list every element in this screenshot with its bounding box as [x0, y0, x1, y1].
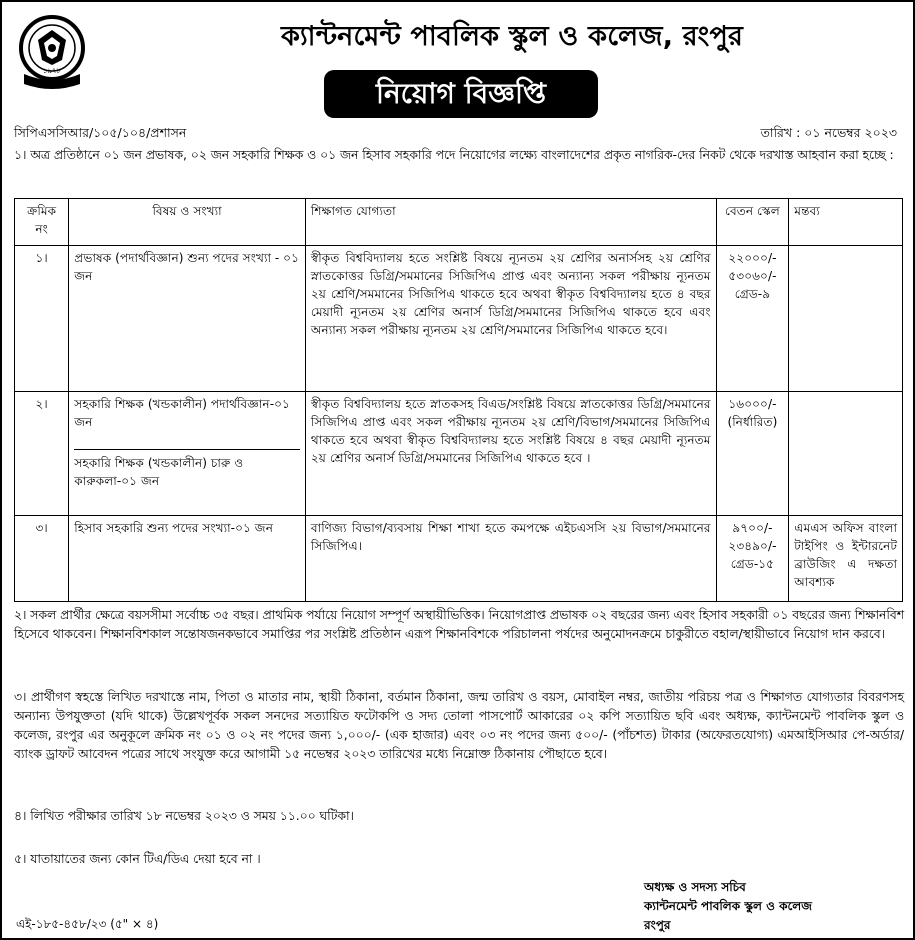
school-name-heading: ক্যান্টনমেন্ট পাবলিক স্কুল ও কলেজ, রংপুর	[280, 21, 744, 52]
footer-reference: এই-১৮৫-৪৫৮/২৩ (৫" × ৪)	[16, 917, 159, 931]
row-subject-group	[69, 392, 306, 516]
row-remarks	[789, 246, 903, 392]
row-subject-second: সহকারি শিক্ষক (খন্ডকালীন) চারু ও কারুকলা-০১ জন	[74, 456, 244, 488]
posts-table	[14, 198, 903, 602]
row-subject-first: সহকারি শিক্ষক (খন্ডকালীন) পদার্থবিজ্ঞান-০১ জন	[74, 395, 300, 450]
row-serial: ১।	[15, 246, 69, 392]
table-header-row	[15, 199, 903, 246]
paragraph-5: ৫। যাতায়াতের জন্য কোন টিএ/ডিএ দেয়া হবে না ।	[14, 852, 261, 866]
col-header-remarks: মন্তব্য	[789, 199, 903, 246]
row-subject: হিসাব সহকারি শুন্য পদের সংখ্যা-০১ জন	[69, 516, 306, 602]
paragraph-3: ৩। প্রার্থীগণ স্বহস্তে লিখিত দরখাস্তে নাম, পিতা ও মাতার নাম, স্থায়ী ঠিকানা, বর্তমান ঠিকানা, জন্ম তারিখ ও বয়স, মোবাইল নম্বর, জাতীয় পরিচয় পত্র ও শিক্ষাগত যোগ্যতার বিবরণসহ অন্যান্য উপযুক্ততা (যদি থাকে) উল্লেখপূর্বক সকল সনদের সত্যায়িত ফটোকপি ও সদ্য তোলা পাসপোর্ট আকারের ০২ কপি সত্যায়িত ছবি এবং অধ্যক্ষ, ক্যান্টনমেন্ট পাবলিক স্কুল ও কলেজ, রংপুর এর অনুকূলে ক্রমিক নং ০১ ও ০২ নং পদের জন্য ১,০০০/- (এক হাজার) এবং ০৩ নং পদের জন্য ৫০০/- (পাঁচশত) টাকার (অফেরতযোগ্য) এমআইসিআর পে-অর্ডার/ব্যাংক ড্রাফট আবেদন পত্রের সাথে সংযুক্ত করে আগামী ১৫ নভেম্বর ২০২৩ তারিখের মধ্যে নিম্নোক্ত ঠিকানায় পৌছাতে হবে।	[14, 690, 904, 761]
notice-title-banner: নিয়োগ বিজ্ঞপ্তি	[324, 70, 598, 118]
row-subject: প্রভাষক (পদার্থবিজ্ঞান) শুন্য পদের সংখ্যা - ০১ জন	[69, 246, 306, 392]
col-header-serial: ক্রমিক নং	[15, 199, 69, 246]
row-pay-scale: ১৬০০০/- (নির্ধারিত)	[716, 392, 789, 516]
logo-year: ১৯৭৮	[42, 67, 62, 75]
row-remarks	[789, 392, 903, 516]
school-crest-logo	[10, 10, 94, 94]
table-row	[15, 246, 903, 392]
paragraph-4: ৪। লিখিত পরীক্ষার তারিখ ১৮ নভেম্বর ২০২৩ ও সময় ১১.০০ ঘটিকা।	[14, 809, 354, 823]
table-row	[15, 516, 903, 602]
paragraph-2: ২। সকল প্রার্থীর ক্ষেত্রে বয়সসীমা সর্বোচ্চ ৩৫ বছর। প্রাথমিক পর্যায়ে নিয়োগ সম্পূর্ণ অস্থায়ীভিত্তিক। নিয়োগপ্রাপ্ত প্রভাষক ০২ বছরের জন্য এবং হিসাব সহকারী ০১ বছরের জন্য শিক্ষানবিশ হিসেবে থাকবেন। শিক্ষানবিশকাল সন্তোষজনকভাবে সমাপ্তির পর সংশ্লিষ্ট প্রতিষ্ঠান এরূপ শিক্ষানবিশকে পরিচালনা পর্ষদের অনুমোদনক্রমে চাকুরীতে বহাল/স্থায়ীভাবে নিয়োগ দান করবে।	[14, 608, 904, 641]
signature-block	[644, 878, 812, 935]
signature-title: অধ্যক্ষ ও সদস্য সচিব	[644, 880, 746, 894]
signature-city: রংপুর	[644, 918, 671, 932]
row-qualification: স্বীকৃত বিশ্ববিদ্যালয় হতে স্নাতকসহ বিএড/সংশ্লিষ্ট বিষয়ে স্নাতকোত্তর ডিগ্রি/সমমানের সিজিপিএ প্রাপ্ত এবং সকল পরীক্ষায় ন্যূনতম ২য় শ্রেণি/বিভাগ/সমমানের সিজিপিএ থাকতে হবে অথবা স্বীকৃত বিশ্ববিদ্যালয় হতে সংশ্লিষ্ট বিষয়ে ৪ বছর মেয়াদী ন্যূনতম ২য় শ্রেণির অনার্স ডিগ্রি/সমমানের সিজিপিএ থাকতে হবে ।	[305, 392, 716, 516]
col-header-subject: বিষয় ও সংখ্যা	[69, 199, 306, 246]
memo-number: সিপিএসসিআর/১০৫/১০৪/প্রশাসন	[14, 125, 187, 140]
row-pay-scale: ২২০০০/- ৫৩০৬০/- গ্রেড-৯	[716, 246, 789, 392]
table-row	[15, 392, 903, 516]
paragraph-1: ১। অত্র প্রতিষ্ঠানে ০১ জন প্রভাষক, ০২ জন সহকারি শিক্ষক ও ০১ জন হিসাব সহকারি পদে নিয়োগের লক্ষ্যে বাংলাদেশের প্রকৃত নাগরিক-দের নিকট থেকে দরখাস্ত আহবান করা হচ্ছে :	[14, 148, 894, 162]
row-pay-scale: ৯৭০০/- ২৩৪৯০/- গ্রেড-১৫	[716, 516, 789, 602]
signature-institution: ক্যান্টনমেন্ট পাবলিক স্কুল ও কলেজ	[644, 899, 812, 913]
notice-date: তারিখ : ০১ নভেম্বর ২০২৩	[760, 125, 897, 140]
row-qualification: বাণিজ্য বিভাগ/ব্যবসায় শিক্ষা শাখা হতে কমপক্ষে এইচএসসি ২য় বিভাগ/সমমানের সিজিপিএ।	[305, 516, 716, 602]
col-header-qualification: শিক্ষাগত যোগ্যতা	[305, 199, 716, 246]
row-serial: ৩।	[15, 516, 69, 602]
col-header-pay-scale: বেতন স্কেল	[716, 199, 789, 246]
row-serial: ২।	[15, 392, 69, 516]
row-qualification: স্বীকৃত বিশ্ববিদ্যালয় হতে সংশ্লিষ্ট বিষয়ে ন্যূনতম ২য় শ্রেণির অনার্সসহ ২য় শ্রেণির স্নাতকোত্তর ডিগ্রি/সমমানের সিজিপিএ প্রাপ্ত এবং অন্যান্য সকল পরীক্ষায় ন্যূনতম ২য় শ্রেণি/সমমানের সিজিপিএ থাকতে হবে অথবা স্বীকৃত বিশ্ববিদ্যালয় হতে ৪ বছর মেয়াদী ন্যূনতম ২য় শ্রেণির অনার্স ডিগ্রি/সমমানের সিজিপিএ থাকতে হবে এবং অন্যান্য সকল পরীক্ষায় ন্যূনতম ২য় শ্রেণি/সমমানের সিজিপিএ থাকতে হবে।	[305, 246, 716, 392]
row-remarks: এমএস অফিস বাংলা টাইপিং ও ইন্টারনেট ব্রাউজিং এ দক্ষতা আবশ্যক	[789, 516, 903, 602]
